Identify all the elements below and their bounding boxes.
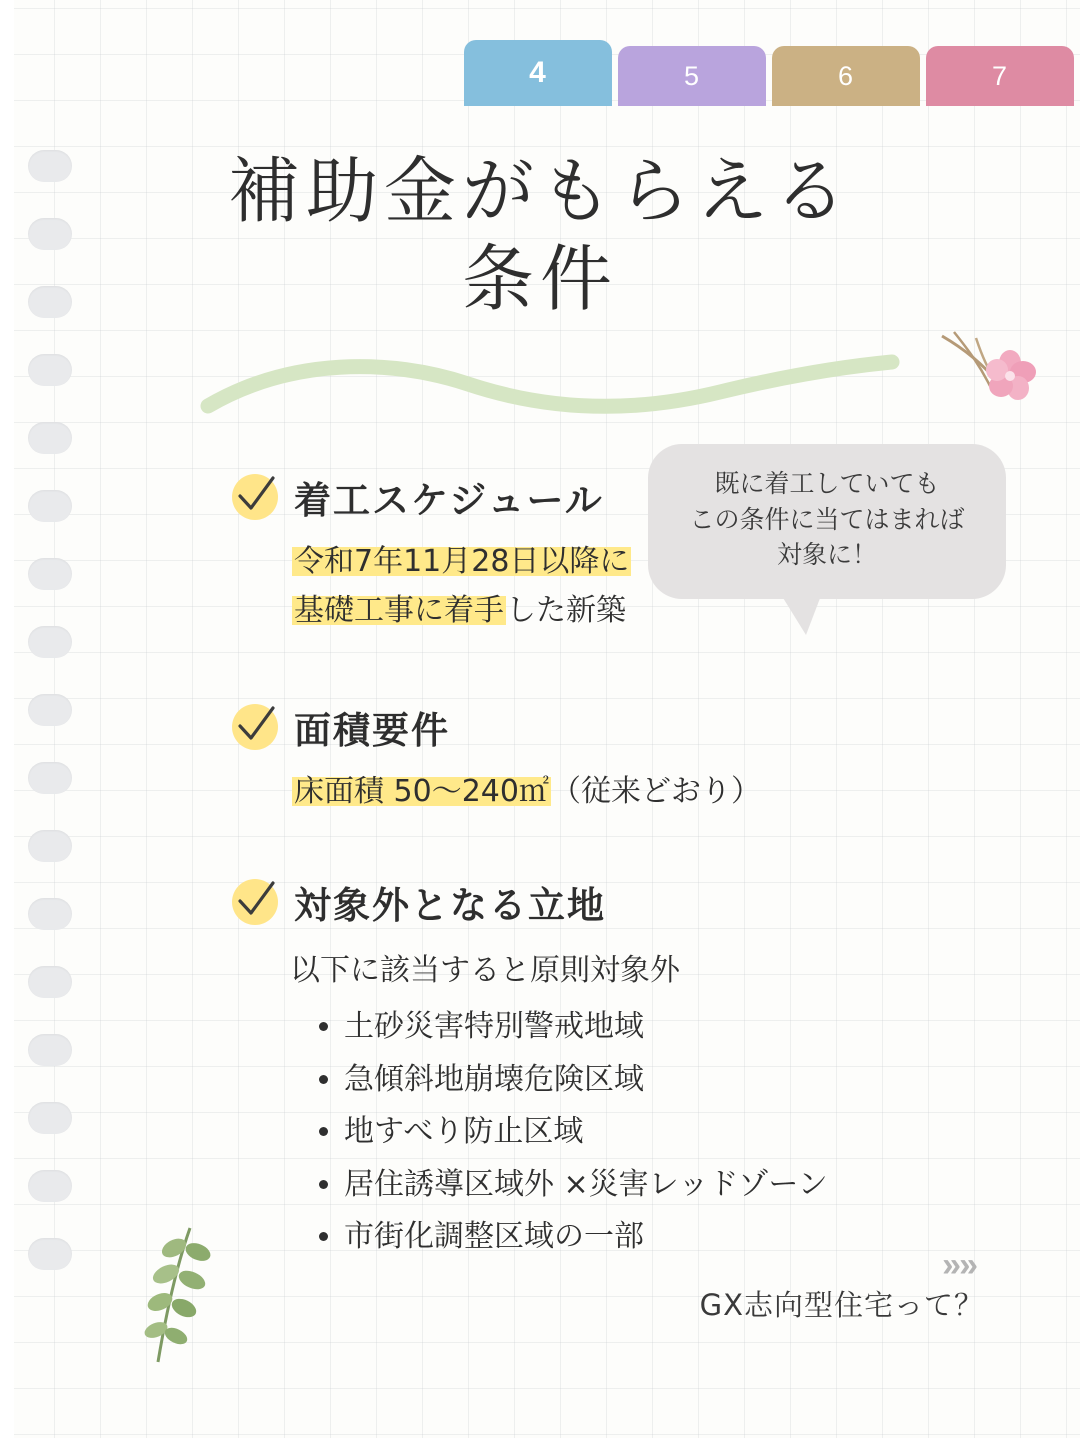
bubble-line-2: この条件に当てはまれば — [689, 504, 965, 534]
section-title: 対象外となる立地 — [294, 884, 606, 927]
wavy-underline-decoration — [200, 340, 900, 430]
list-item: • 地すべり防止区域 — [344, 1108, 932, 1157]
section-title: 着工スケジュール — [294, 479, 604, 522]
hole — [28, 1238, 72, 1270]
body-tail: した新築 — [506, 592, 626, 628]
page-title — [0, 148, 1080, 324]
olive-branch-icon — [128, 1222, 228, 1377]
hole — [28, 1102, 72, 1134]
hole — [28, 558, 72, 590]
highlighted-area: 床面積 50〜240㎡ — [294, 774, 549, 809]
hole — [28, 762, 72, 794]
check-icon — [232, 474, 278, 520]
tab-label: 7 — [991, 60, 1009, 91]
highlighted-work: 基礎工事に着手 — [294, 592, 504, 628]
section-excluded-locations — [232, 875, 932, 1266]
excluded-location-list — [232, 1003, 932, 1262]
hole — [28, 694, 72, 726]
page-title-line-1: 補助金がもらえる — [227, 149, 852, 233]
check-icon — [232, 879, 278, 925]
body-tail: （従来どおり） — [550, 774, 761, 809]
speech-bubble — [648, 444, 1006, 599]
hole — [28, 354, 72, 386]
hole — [28, 966, 72, 998]
chevron-right-icon: »» — [942, 1246, 976, 1284]
section-body — [232, 768, 932, 817]
page-tabs[interactable] — [464, 40, 1074, 106]
hole — [28, 626, 72, 658]
cherry-blossom-icon — [936, 330, 1046, 425]
section-title: 面積要件 — [294, 709, 450, 752]
tab-7[interactable] — [926, 46, 1074, 106]
list-item: • 居住誘導区域外 ×災害レッドゾーン — [344, 1161, 932, 1210]
tab-6[interactable] — [772, 46, 920, 106]
hole — [28, 830, 72, 862]
section-heading-row — [232, 700, 932, 754]
hole — [28, 422, 72, 454]
hole — [28, 490, 72, 522]
section-note: 以下に該当すると原則対象外 — [290, 953, 680, 988]
highlighted-date: 令和7年11月28日以降に — [294, 544, 630, 579]
spiral-holes — [28, 150, 76, 1378]
footer-next-label: GX志向型住宅って？ — [699, 1288, 984, 1322]
hole — [28, 898, 72, 930]
check-icon — [232, 704, 278, 750]
list-item: • 市街化調整区域の一部 — [344, 1213, 932, 1262]
list-item: • 土砂災害特別警戒地域 — [344, 1003, 932, 1052]
hole — [28, 1034, 72, 1066]
section-heading-row — [232, 875, 932, 929]
tab-5[interactable] — [618, 46, 766, 106]
section-area-requirement — [232, 700, 932, 817]
tab-label: 5 — [683, 60, 701, 91]
list-item: • 急傾斜地崩壊危険区域 — [344, 1056, 932, 1105]
bubble-line-1: 既に着工していても — [714, 469, 940, 498]
hole — [28, 1170, 72, 1202]
page-title-line-2: 条件 — [461, 236, 618, 321]
tab-4[interactable] — [464, 40, 612, 106]
tab-label: 4 — [529, 56, 547, 89]
tab-label: 6 — [837, 60, 855, 91]
bubble-line-3: 対象に！ — [776, 540, 877, 569]
